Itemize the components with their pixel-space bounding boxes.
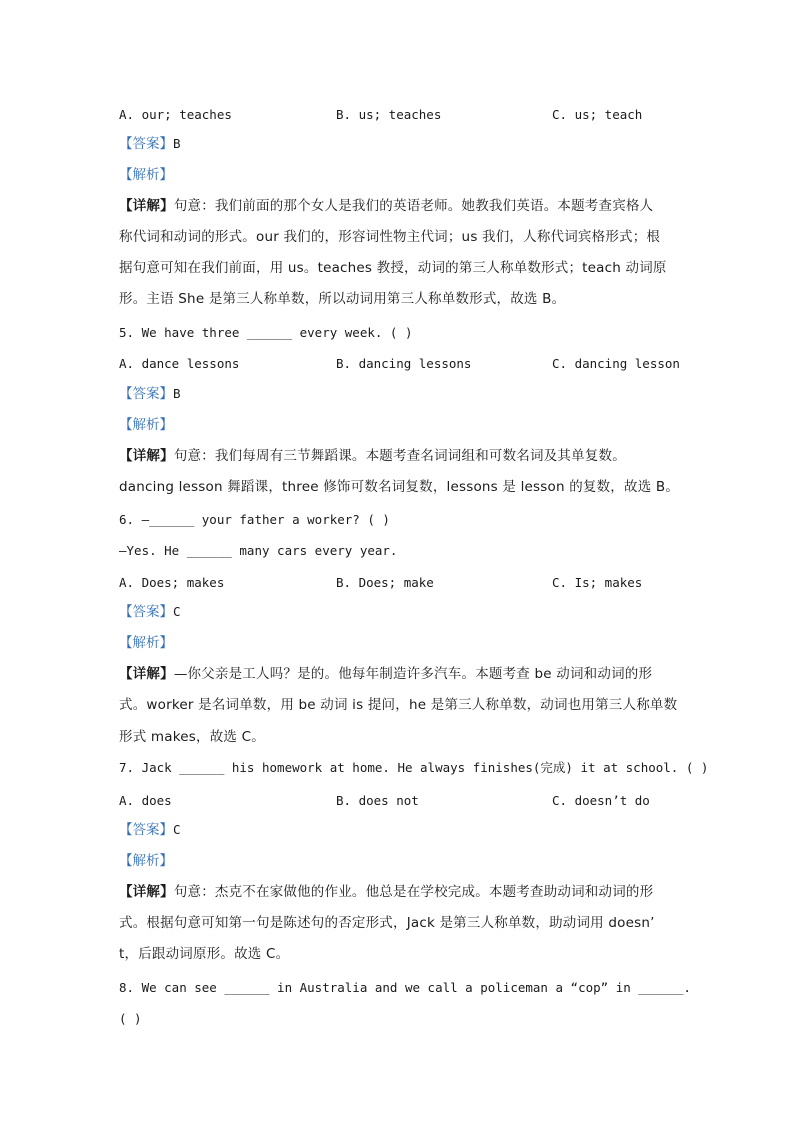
detail-text: 句意：杰克不在家做他的作业。他总是在学校完成。本题考查助动词和动词的形 — [173, 884, 654, 900]
q5-option-b: B. dancing lessons — [336, 356, 472, 371]
q4-detail-line-2: 称代词和动词的形式。our 我们的，形容词性物主代词；us 我们，人称代词宾格形式；根 — [119, 229, 661, 245]
q6-analysis — [119, 634, 173, 652]
detail-label: 【详解】 — [119, 884, 174, 900]
q4-detail-line-4: 形。主语 She 是第三人称单数，所以动词用第三人称单数形式，故选 B。 — [119, 291, 566, 307]
q5-stem: 5. We have three ______ every week. ( ) — [119, 325, 413, 340]
q6-detail-line-2: 式。worker 是名词单数，用 be 动词 is 提问，he 是第三人称单数，动词也用第三人称单数 — [119, 697, 678, 713]
q7-detail-line-3: t，后跟动词原形。故选 C。 — [119, 946, 290, 962]
analysis-label: 【解析】 — [119, 853, 173, 869]
q6-stem: 6. —______ your father a worker? ( ) — [119, 512, 390, 527]
detail-text: 句意：我们每周有三节舞蹈课。本题考查名词词组和可数名词及其单复数。 — [173, 448, 626, 464]
q6-answer — [119, 603, 181, 621]
q5-option-a: A. dance lessons — [119, 356, 240, 371]
answer-value: C — [173, 822, 181, 837]
q7-detail-line-1 — [119, 883, 653, 901]
q8-stem: 8. We can see ______ in Australia and we call a policeman a “cop” in ______. — [119, 980, 691, 995]
q5-analysis — [119, 416, 173, 434]
q4-option-c: C. us; teach — [552, 107, 643, 122]
q7-answer — [119, 821, 181, 839]
q4-answer — [119, 135, 181, 153]
q4-option-a: A. our; teaches — [119, 107, 232, 122]
answer-label: 【答案】 — [119, 822, 173, 838]
q7-option-b: B. does not — [336, 793, 419, 808]
q6-detail-line-3: 形式 makes，故选 C。 — [119, 729, 265, 745]
q7-option-a: A. does — [119, 793, 172, 808]
q7-detail-line-2: 式。根据句意可知第一句是陈述句的否定形式，Jack 是第三人称单数，助动词用 doesn’ — [119, 915, 655, 931]
answer-value: B — [173, 386, 181, 401]
answer-label: 【答案】 — [119, 604, 173, 620]
answer-label: 【答案】 — [119, 386, 173, 402]
detail-label: 【详解】 — [119, 448, 174, 464]
answer-value: C — [173, 604, 181, 619]
q7-analysis — [119, 852, 173, 870]
q4-detail-line-3: 据句意可知在我们前面，用 us。teaches 教授，动词的第三人称单数形式；teach 动词原 — [119, 260, 667, 276]
analysis-label: 【解析】 — [119, 635, 173, 651]
q5-answer — [119, 385, 181, 403]
detail-label: 【详解】 — [119, 198, 174, 214]
q6-option-c: C. Is; makes — [552, 575, 643, 590]
q6-detail-line-1 — [119, 665, 652, 683]
q5-option-c: C. dancing lesson — [552, 356, 680, 371]
q6-stem-2: —Yes. He ______ many cars every year. — [119, 543, 398, 558]
q7-stem: 7. Jack ______ his homework at home. He always finishes(完成) it at school. ( ) — [119, 760, 709, 775]
answer-value: B — [173, 136, 181, 151]
q5-detail-line-2: dancing lesson 舞蹈课，three 修饰可数名词复数，lessons 是 lesson 的复数，故选 B。 — [119, 479, 680, 495]
q6-option-a: A. Does; makes — [119, 575, 225, 590]
detail-text: 句意：我们前面的那个女人是我们的英语老师。她教我们英语。本题考查宾格人 — [173, 198, 654, 214]
q6-option-b: B. Does; make — [336, 575, 434, 590]
q4-option-b: B. us; teaches — [336, 107, 442, 122]
q4-analysis — [119, 166, 173, 184]
analysis-label: 【解析】 — [119, 167, 173, 183]
q5-detail-line-1 — [119, 447, 626, 465]
detail-label: 【详解】 — [119, 666, 174, 682]
answer-label: 【答案】 — [119, 136, 173, 152]
q8-stem-2: ( ) — [119, 1011, 142, 1026]
q4-detail-line-1 — [119, 197, 653, 215]
detail-text: —你父亲是工人吗？是的。他每年制造许多汽车。本题考查 be 动词和动词的形 — [173, 666, 653, 682]
analysis-label: 【解析】 — [119, 417, 173, 433]
q7-option-c: C. doesn’t do — [552, 793, 650, 808]
